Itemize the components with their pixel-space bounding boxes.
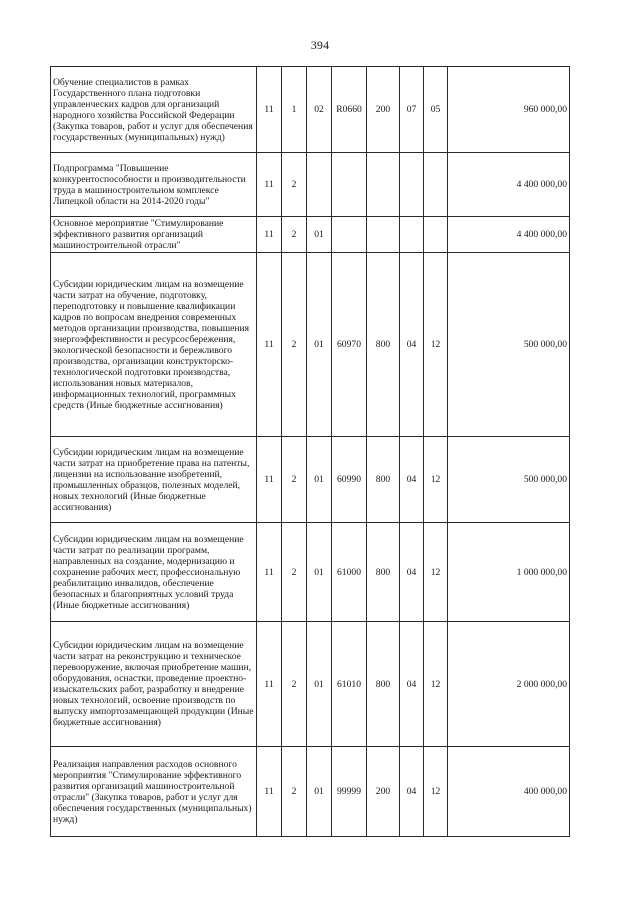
expense-direction-cell: R0660 bbox=[332, 67, 367, 153]
section-code-cell: 07 bbox=[400, 67, 424, 153]
subsection-code-cell bbox=[424, 153, 448, 217]
row-name-cell: Субсидии юридическим лицам на возмещение части затрат на реконструкцию и техническое перевооружение, включая приобретение машин, оборудования, оснастки, проведение проектно-изыскательских работ, разработку и внедрение новых технологий, освоение производств по выпуску импортозамещающей продукции (Иные бюджетные ассигнования) bbox=[51, 622, 257, 747]
row-name-cell: Субсидии юридическим лицам на возмещение части затрат на обучение, подготовку, переподготовку и повышение квалификации кадров по вопросам внедрения современных методов организации производства, повышения энергоэффективности и ресурсосбережения, экологической безопасности и бережливого производства, организации конструкторско-технологической подготовки производства, использования новых материалов, информационных технологий, программных средств (Иные бюджетные ассигнования) bbox=[51, 253, 257, 437]
expense-type-cell: 800 bbox=[367, 622, 400, 747]
section-code-cell: 04 bbox=[400, 437, 424, 523]
table-row bbox=[51, 747, 570, 837]
expense-type-cell: 800 bbox=[367, 437, 400, 523]
amount-cell: 2 000 000,00 bbox=[448, 622, 570, 747]
measure-code-cell: 01 bbox=[307, 523, 332, 622]
expense-direction-cell: 61010 bbox=[332, 622, 367, 747]
expense-type-cell: 800 bbox=[367, 523, 400, 622]
expense-direction-cell bbox=[332, 217, 367, 253]
row-name-cell: Реализация направления расходов основного мероприятия "Стимулирование эффективного развития организаций машиностроительной отрасли" (Закупка товаров, работ и услуг для обеспечения государственных (муниципальных) нужд) bbox=[51, 747, 257, 837]
subsection-code-cell: 05 bbox=[424, 67, 448, 153]
section-code-cell bbox=[400, 217, 424, 253]
measure-code-cell: 01 bbox=[307, 253, 332, 437]
table-row bbox=[51, 67, 570, 153]
subprogram-code-cell: 1 bbox=[282, 67, 307, 153]
section-code-cell: 04 bbox=[400, 523, 424, 622]
row-name-cell: Субсидии юридическим лицам на возмещение части затрат по реализации программ, направленных на создание, модернизацию и сохранение рабочих мест, профессиональную реабилитацию инвалидов, обеспечение безопасных и благоприятных условий труда (Иные бюджетные ассигнования) bbox=[51, 523, 257, 622]
measure-code-cell: 01 bbox=[307, 622, 332, 747]
expense-type-cell bbox=[367, 153, 400, 217]
expense-type-cell: 200 bbox=[367, 67, 400, 153]
subprogram-code-cell: 2 bbox=[282, 217, 307, 253]
measure-code-cell: 01 bbox=[307, 217, 332, 253]
subprogram-code-cell: 2 bbox=[282, 523, 307, 622]
subprogram-code-cell: 2 bbox=[282, 153, 307, 217]
expense-direction-cell: 61000 bbox=[332, 523, 367, 622]
subprogram-code-cell: 2 bbox=[282, 747, 307, 837]
row-name-cell: Подпрограмма "Повышение конкурентоспособности и производительности труда в машиностроительном комплексе Липецкой области на 2014-2020 годы" bbox=[51, 153, 257, 217]
amount-cell: 4 400 000,00 bbox=[448, 217, 570, 253]
program-code-cell: 11 bbox=[257, 523, 282, 622]
expense-direction-cell: 99999 bbox=[332, 747, 367, 837]
amount-cell: 960 000,00 bbox=[448, 67, 570, 153]
program-code-cell: 11 bbox=[257, 153, 282, 217]
expense-direction-cell: 60970 bbox=[332, 253, 367, 437]
table-row bbox=[51, 622, 570, 747]
expense-type-cell bbox=[367, 217, 400, 253]
expense-direction-cell bbox=[332, 153, 367, 217]
row-name-cell: Обучение специалистов в рамках Государственного плана подготовки управленческих кадров для организаций народного хозяйства Российской Федерации (Закупка товаров, работ и услуг для обеспечения государственных (муниципальных) нужд) bbox=[51, 67, 257, 153]
page-number: 394 bbox=[310, 38, 330, 52]
measure-code-cell: 01 bbox=[307, 747, 332, 837]
expense-direction-cell: 60990 bbox=[332, 437, 367, 523]
amount-cell: 500 000,00 bbox=[448, 437, 570, 523]
program-code-cell: 11 bbox=[257, 217, 282, 253]
table-row bbox=[51, 253, 570, 437]
section-code-cell: 04 bbox=[400, 747, 424, 837]
table-row bbox=[51, 153, 570, 217]
subprogram-code-cell: 2 bbox=[282, 437, 307, 523]
budget-table bbox=[50, 66, 570, 837]
subprogram-code-cell: 2 bbox=[282, 253, 307, 437]
program-code-cell: 11 bbox=[257, 67, 282, 153]
table-row bbox=[51, 437, 570, 523]
subsection-code-cell: 12 bbox=[424, 747, 448, 837]
section-code-cell bbox=[400, 153, 424, 217]
subsection-code-cell bbox=[424, 217, 448, 253]
amount-cell: 4 400 000,00 bbox=[448, 153, 570, 217]
amount-cell: 1 000 000,00 bbox=[448, 523, 570, 622]
expense-type-cell: 800 bbox=[367, 253, 400, 437]
expense-type-cell: 200 bbox=[367, 747, 400, 837]
amount-cell: 500 000,00 bbox=[448, 253, 570, 437]
amount-cell: 400 000,00 bbox=[448, 747, 570, 837]
budget-table-body bbox=[51, 67, 570, 837]
program-code-cell: 11 bbox=[257, 253, 282, 437]
measure-code-cell: 01 bbox=[307, 437, 332, 523]
subprogram-code-cell: 2 bbox=[282, 622, 307, 747]
table-row bbox=[51, 217, 570, 253]
section-code-cell: 04 bbox=[400, 253, 424, 437]
section-code-cell: 04 bbox=[400, 622, 424, 747]
subsection-code-cell: 12 bbox=[424, 523, 448, 622]
subsection-code-cell: 12 bbox=[424, 437, 448, 523]
program-code-cell: 11 bbox=[257, 622, 282, 747]
row-name-cell: Субсидии юридическим лицам на возмещение части затрат на приобретение права на патенты, лицензии на использование изобретений, промышленных образцов, полезных моделей, новых технологий (Иные бюджетные ассигнования) bbox=[51, 437, 257, 523]
measure-code-cell bbox=[307, 153, 332, 217]
row-name-cell: Основное мероприятие "Стимулирование эффективного развития организаций машиностроительной отрасли" bbox=[51, 217, 257, 253]
subsection-code-cell: 12 bbox=[424, 253, 448, 437]
measure-code-cell: 02 bbox=[307, 67, 332, 153]
table-row bbox=[51, 523, 570, 622]
program-code-cell: 11 bbox=[257, 437, 282, 523]
subsection-code-cell: 12 bbox=[424, 622, 448, 747]
program-code-cell: 11 bbox=[257, 747, 282, 837]
